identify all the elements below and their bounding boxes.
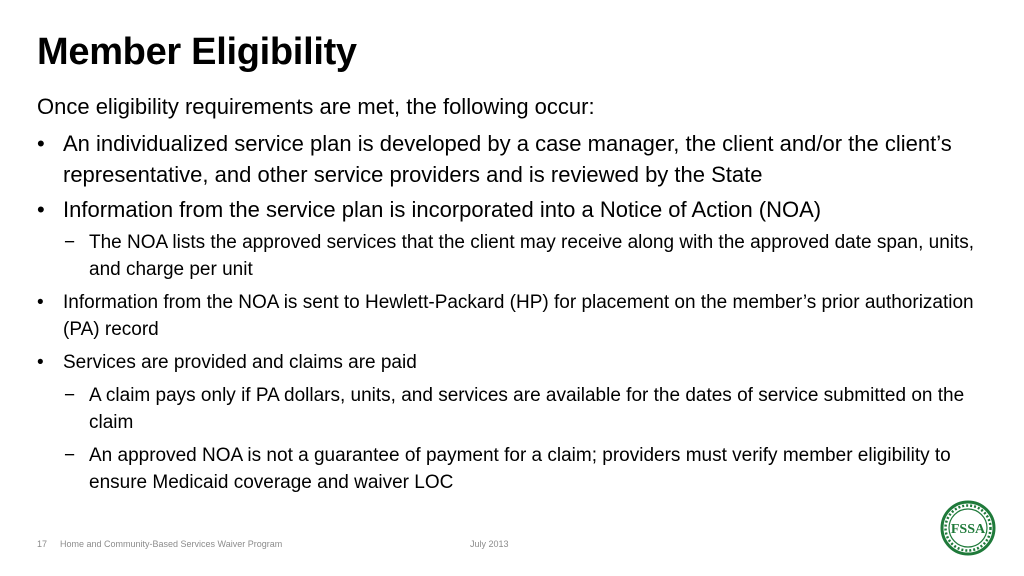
fssa-seal-icon <box>940 500 996 556</box>
fssa-initials: FSSA <box>950 522 986 537</box>
slide-number: 17 <box>37 539 48 549</box>
bullet-marker: • <box>37 352 44 373</box>
bullet-text: Services are provided and claims are paid <box>63 352 417 373</box>
sub-bullet-item <box>37 442 977 496</box>
footer-date: July 2013 <box>470 539 509 549</box>
dash-marker: − <box>64 385 76 406</box>
slide-title: Member Eligibility <box>37 31 357 73</box>
intro-text: Once eligibility requirements are met, the following occur: <box>37 94 595 119</box>
bullet-item <box>37 194 977 225</box>
sub-bullet-text: An approved NOA is not a guarantee of payment for a claim; providers must verify member eligibility to ensure Medicaid coverage and waiver LOC <box>89 445 951 493</box>
sub-bullet-text: A claim pays only if PA dollars, units, and services are available for the dates of service submitted on the claim <box>89 385 965 433</box>
sub-bullet-text: The NOA lists the approved services that the client may receive along with the approved date span, units, and charge per unit <box>89 232 975 280</box>
bullet-text: Information from the NOA is sent to Hewlett-Packard (HP) for placement on the member’s prior authorization (PA) record <box>63 292 974 340</box>
bullet-text: An individualized service plan is developed by a case manager, the client and/or the client’s representative, and other service providers and is reviewed by the State <box>63 131 952 187</box>
dash-marker: − <box>64 232 76 253</box>
bullet-item <box>37 289 977 343</box>
bullet-item <box>37 349 977 376</box>
bullet-text: Information from the service plan is incorporated into a Notice of Action (NOA) <box>63 197 822 222</box>
sub-bullet-item <box>37 229 977 283</box>
bullet-marker: • <box>37 197 45 222</box>
sub-bullet-item <box>37 382 977 436</box>
bullet-marker: • <box>37 131 45 156</box>
footer-program: Home and Community-Based Services Waiver Program <box>60 539 283 549</box>
bullet-list <box>37 128 977 502</box>
bullet-item <box>37 128 977 190</box>
bullet-marker: • <box>37 292 44 313</box>
dash-marker: − <box>64 445 76 466</box>
